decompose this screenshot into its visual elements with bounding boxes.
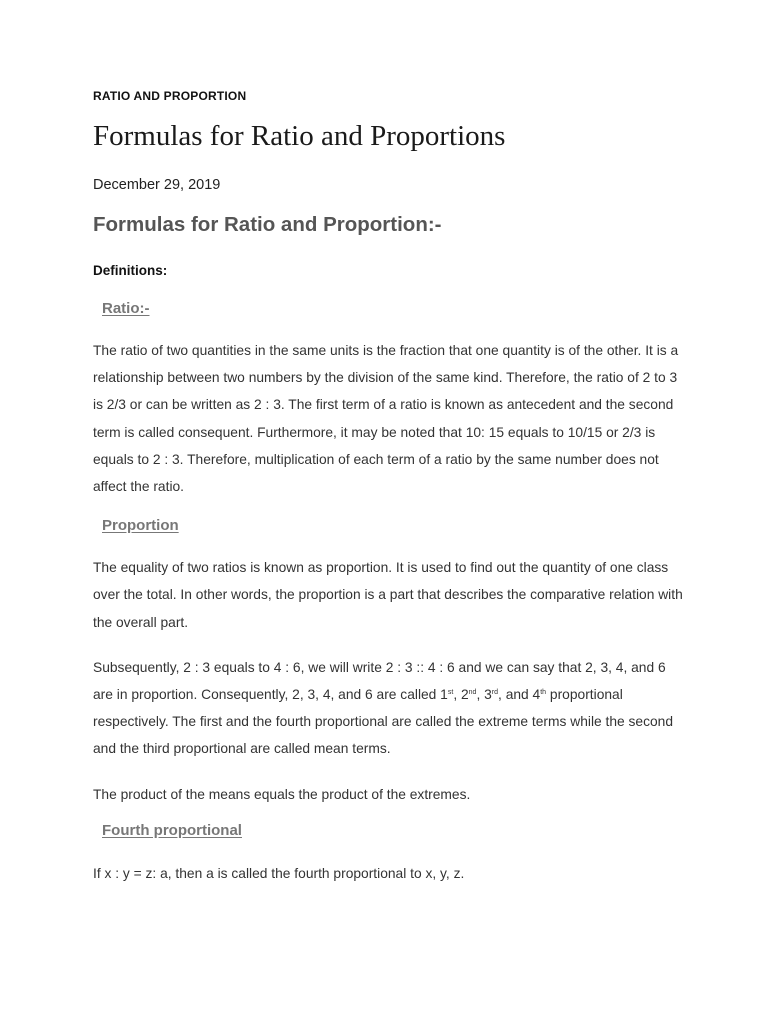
- ratio-paragraph: The ratio of two quantities in the same units is the fraction that one quantity is of the other. It is a relationship between two numbers by the division of the same kind. Therefore, the ratio of 2 to 3 is 2/3 or can be written as 2 : 3. The first term of a ratio is known as antecedent and the second term is called consequent. Furthermore, it may be noted that 10: 15 equals to 10/15 or 2/3 is equals to 2 : 3. Therefore, multiplication of each term of a ratio by the same number does not affect the ratio.: [93, 343, 679, 495]
- ordinal-nd: nd: [468, 689, 477, 697]
- proportion-paragraph-2: [93, 654, 683, 763]
- article-title: Formulas for Ratio and Proportions: [93, 120, 506, 152]
- category-label[interactable]: RATIO AND PROPORTION: [93, 89, 247, 103]
- definitions-label: Definitions:: [93, 263, 168, 278]
- article: [93, 88, 683, 887]
- heading-proportion[interactable]: Proportion: [102, 517, 179, 535]
- ordinal-th: th: [540, 689, 547, 697]
- proportion-text-and: , and 4: [498, 687, 541, 703]
- article-subtitle: Formulas for Ratio and Proportion:-: [93, 213, 442, 236]
- ordinal-st: st: [447, 689, 454, 697]
- heading-ratio[interactable]: Ratio:-: [102, 300, 150, 317]
- proportion-text-end: proportional respectively. The first and the fourth proportional are called the extreme terms while the second and the third proportional are called mean terms.: [93, 687, 674, 757]
- proportion-text-comma-1: , 2: [453, 687, 469, 703]
- proportion-text-start: Subsequently, 2 : 3 equals to 4 : 6, we will write 2 : 3 :: 4 : 6 and we can say that 2, 3, 4, and 6 are in proportion. Consequently, 2, 3, 4, and 6 are called 1: [93, 659, 666, 703]
- fourth-proportional-paragraph: If x : y = z: a, then a is called the fourth proportional to x, y, z.: [93, 865, 465, 881]
- ordinal-rd: rd: [491, 689, 499, 697]
- proportion-text-comma-2: , 3: [476, 687, 492, 703]
- proportion-paragraph-1: The equality of two ratios is known as proportion. It is used to find out the quantity of one class over the total. In other words, the proportion is a part that describes the comparative relation with the overall part.: [93, 560, 683, 630]
- publish-date: December 29, 2019: [93, 177, 221, 193]
- proportion-paragraph-3: The product of the means equals the product of the extremes.: [93, 786, 471, 802]
- heading-fourth-proportional[interactable]: Fourth proportional: [102, 821, 242, 839]
